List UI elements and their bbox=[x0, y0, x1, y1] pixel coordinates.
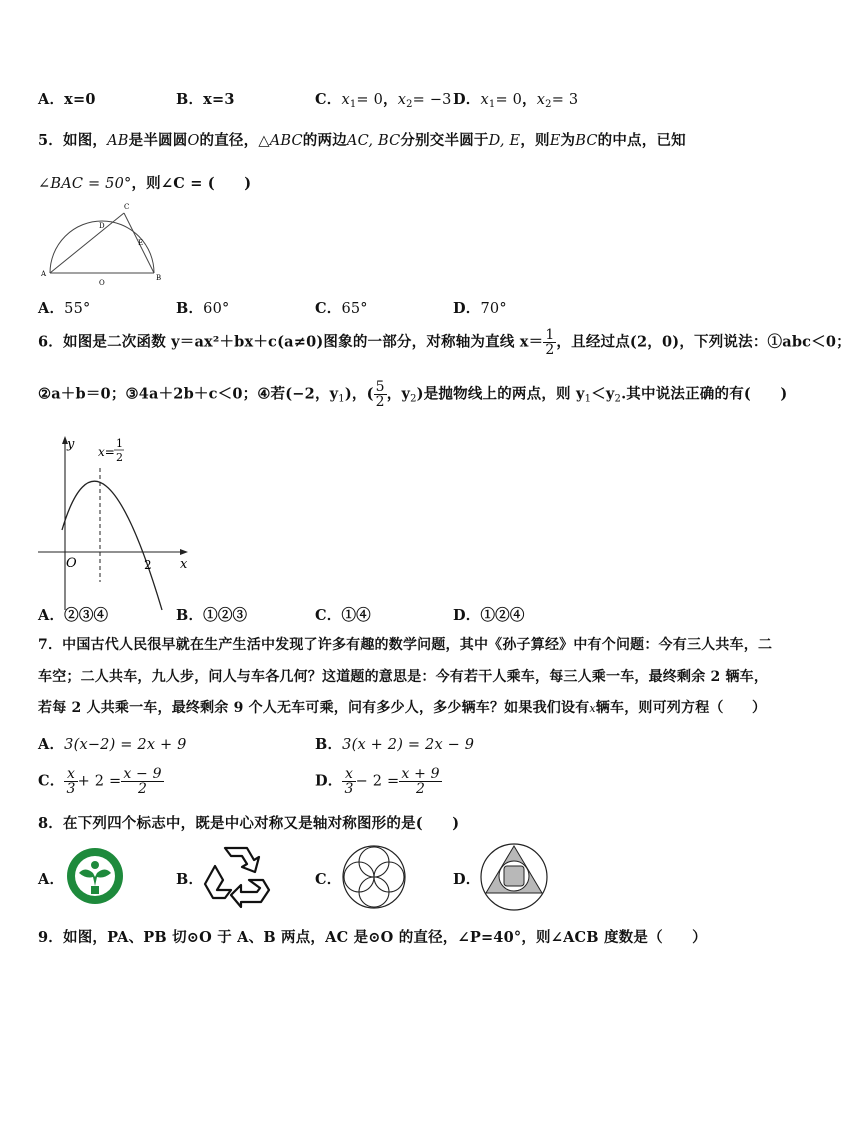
q5-label-a: A bbox=[41, 270, 47, 278]
q8-recycle-icon bbox=[203, 842, 271, 906]
q8-logo-a-green-icon bbox=[64, 846, 126, 906]
q5-label-e: E bbox=[138, 239, 144, 247]
q8-option-a-label: A． bbox=[38, 871, 65, 888]
q6-y-label: y bbox=[67, 437, 75, 452]
q8-option-d-label: D． bbox=[453, 871, 481, 888]
q4-option-d: D．$x_1= 0$，$x_2= 3$ bbox=[453, 91, 579, 110]
q6-parabola-graph bbox=[34, 430, 194, 615]
q7-option-c: C． $\frac{x}{3}$ + 2 = $\frac{x - 9}{2}$ bbox=[38, 766, 162, 797]
q8-stem: 8．在下列四个标志中，既是中心对称又是轴对称图形的是( ) bbox=[38, 815, 460, 832]
q7-stem-line2: 车空；二人共车，九人步，问人与车各几何？这道题的意思是：今有若干人乘车，每三人乘一车，最终剩余 2 辆车， bbox=[38, 669, 769, 685]
q6-option-b: B．①②③ bbox=[176, 607, 248, 624]
q5-semicircle-figure bbox=[36, 200, 166, 290]
q6-axis-den: 2 bbox=[116, 451, 123, 464]
q5-stem-line1: 5．如图，AB是半圆圆O的直径，△ABC的两边AC, BC分别交半圆于D, E，则E为BC的中点，已知 bbox=[38, 132, 686, 149]
q6-origin-label: O bbox=[66, 556, 77, 571]
q4-option-c: C．$x_1= 0$，$x_2= -3$ bbox=[315, 91, 452, 110]
q5-label-o: O bbox=[99, 279, 105, 287]
q6-option-c: C．①④ bbox=[315, 607, 371, 624]
q4-option-d-label: D． bbox=[453, 91, 481, 108]
q5-label-d: D bbox=[99, 222, 105, 230]
q7-option-b: B．3(x + 2) = 2x − 9 bbox=[315, 736, 475, 753]
q7-option-a: A．3(x−2) = 2x + 9 bbox=[38, 736, 187, 753]
q5-option-c: C．65° bbox=[315, 300, 368, 317]
q5-label-c: C bbox=[124, 203, 130, 211]
q6-two-label: 2 bbox=[144, 558, 152, 572]
q4-option-b: B．x=3 bbox=[176, 91, 235, 108]
q6-axis-num: 1 bbox=[116, 437, 123, 450]
q5-option-a: A．55° bbox=[38, 300, 91, 317]
q8-triangle-circle-icon bbox=[479, 842, 549, 912]
q9-stem: 9．如图，PA、PB 切⊙O 于 A、B 两点，AC 是⊙O 的直径，∠P=40°，则∠ACB 度数是（ ） bbox=[38, 929, 707, 946]
q6-axis-label: x= bbox=[98, 445, 115, 459]
q5-option-d: D．70° bbox=[453, 300, 507, 317]
q8-four-petal-icon bbox=[341, 844, 407, 910]
q7-option-d: D． $\frac{x}{3}$ − 2 = $\frac{x + 9}{2}$ bbox=[315, 766, 440, 797]
q6-stem-line1: 6．如图是二次函数 y＝ax²＋bx＋c(a≠0)图象的一部分，对称轴为直线 x＝ $\frac{1}{2}$ ，且经过点(2，0)，下列说法：①abc＜0； bbox=[38, 327, 851, 358]
q7-stem-line1: 7．中国古代人民很早就在生产生活中发现了许多有趣的数学问题，其中《孙子算经》中有个问题：今有三人共车，二 bbox=[38, 637, 773, 653]
q7-stem-line3: 若每 2 人共乘一车，最终剩余 9 个人无车可乘，问有多少人，多少辆车？如果我们设有x辆车，则可列方程（ ） bbox=[38, 700, 767, 716]
q4-option-a: A．x=0 bbox=[38, 91, 96, 108]
q8-option-c-label: C． bbox=[315, 871, 342, 888]
q6-fraction-five-halves: $\frac{5}{2}$ bbox=[375, 379, 385, 410]
q4-option-c-label: C． bbox=[315, 91, 342, 108]
q6-option-d: D．①②④ bbox=[453, 607, 525, 624]
q6-option-a: A．②③④ bbox=[38, 607, 109, 624]
q5-stem-line2: ∠BAC = 50°，则∠C = ( ) bbox=[38, 175, 252, 192]
q5-option-b: B．60° bbox=[176, 300, 230, 317]
q6-fraction-half: $\frac{1}{2}$ bbox=[545, 327, 555, 358]
q6-x-label: x bbox=[180, 557, 188, 572]
q5-label-b: B bbox=[156, 274, 162, 282]
q6-stem-line2: ②a＋b＝0；③4a＋2b＋c＜0；④若(−2，$y_1$)，( $\frac{5}{2}$ ，$y_2$)是抛物线上的两点，则 $y_1<y_2$.其中说法正确的有( ) bbox=[38, 379, 788, 410]
q8-option-b-label: B． bbox=[176, 871, 204, 888]
